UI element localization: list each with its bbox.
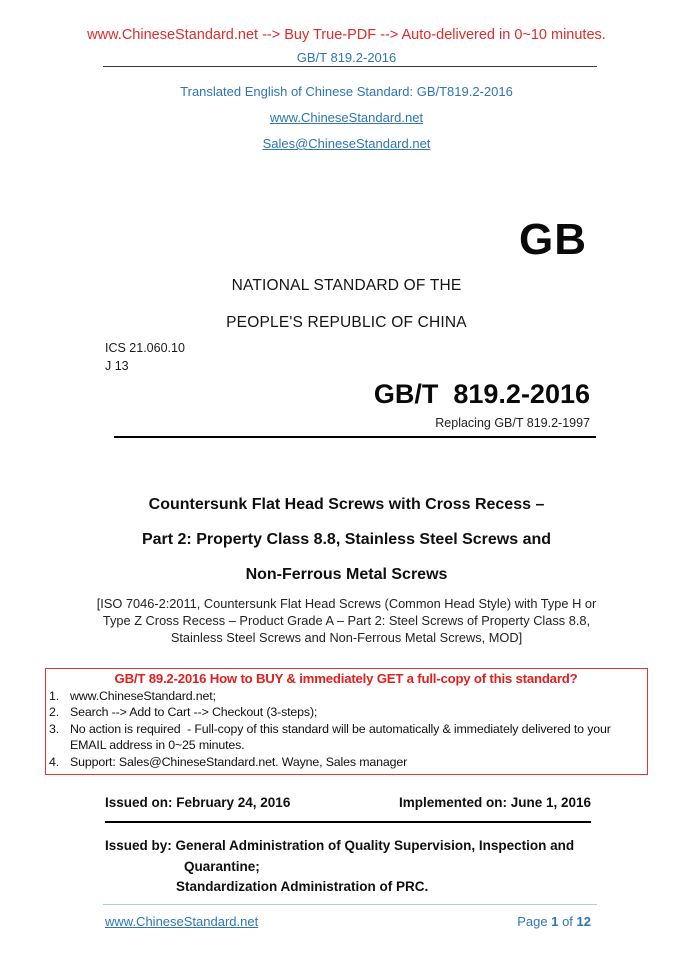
header-email-link-row <box>0 135 693 153</box>
page-total: 12 <box>576 914 591 929</box>
buy-step-text: No action is required - Full-copy of this standard will be automatically & immediately delivered to your EMAIL address in 0~25 minutes. <box>70 721 614 753</box>
page-indicator <box>517 914 591 929</box>
doc-class-code: J 13 <box>105 359 129 373</box>
issuer-line3: Standardization Administration of PRC. <box>176 879 429 894</box>
buy-step-number: 1. <box>49 689 60 703</box>
dates-row <box>105 795 591 810</box>
issuer-block <box>105 836 605 898</box>
issued-date: Issued on: February 24, 2016 <box>105 795 291 810</box>
national-standard-line2: PEOPLE'S REPUBLIC OF CHINA <box>226 314 467 331</box>
footer-site-link[interactable]: www.ChineseStandard.net <box>105 914 259 929</box>
email-link[interactable]: Sales@ChineseStandard.net <box>262 136 431 151</box>
translated-note: Translated English of Chinese Standard: GB/T819.2-2016 <box>180 84 513 99</box>
page-word: Page <box>517 914 548 929</box>
replacing-note: Replacing GB/T 819.2-1997 <box>435 416 590 430</box>
buy-step-number: 3. <box>49 721 60 736</box>
standard-number: GB/T 819.2-2016 <box>373 379 590 409</box>
buy-step-2 <box>49 704 643 720</box>
doc-title-line3: Non-Ferrous Metal Screws <box>245 566 448 583</box>
implemented-date: Implemented on: June 1, 2016 <box>398 795 591 810</box>
promo-banner: www.ChineseStandard.net --> Buy True-PDF --> Auto-delivered in 0~10 minutes. <box>87 27 606 43</box>
buy-box-heading: GB/T 89.2-2016 How to BUY & immediately GET a full-copy of this standard? <box>114 671 578 686</box>
site-link[interactable]: www.ChineseStandard.net <box>269 110 424 125</box>
buy-step-text: Support: Sales@ChineseStandard.net. Wayne, Sales manager <box>70 754 408 769</box>
buy-instructions-box <box>45 668 648 775</box>
buy-step-1 <box>49 688 643 704</box>
iso-equivalence-note: [ISO 7046-2:2011, Countersunk Flat Head Screws (Common Head Style) with Type H or Type Z Cross Recess – Product Grade A – Part 2: Steel Screws of Property Class 8.8, Stainless Steel Screws and Non-Ferrous Metal Screws, MOD] <box>96 596 597 645</box>
of-word: of <box>562 914 573 929</box>
doc-title-line1: Countersunk Flat Head Screws with Cross Recess – <box>148 496 545 513</box>
header-divider <box>103 66 597 67</box>
footer-row <box>105 914 591 929</box>
gb-logo: GB <box>519 215 587 264</box>
issuer-line1: Issued by: General Administration of Quality Supervision, Inspection and <box>105 838 575 853</box>
buy-step-4 <box>49 754 643 770</box>
issuer-line2: Quarantine; <box>184 858 260 874</box>
header-site-link-row <box>0 109 693 127</box>
header-standard-code: GB/T 819.2-2016 <box>296 50 397 65</box>
buy-step-text: www.ChineseStandard.net; <box>70 689 216 703</box>
national-standard-line1: NATIONAL STANDARD OF THE <box>231 277 462 294</box>
doc-title-line2: Part 2: Property Class 8.8, Stainless Steel Screws and <box>141 531 552 548</box>
masthead-divider <box>114 436 596 438</box>
buy-step-3 <box>49 721 643 754</box>
page-current: 1 <box>551 914 559 929</box>
buy-step-text: Search --> Add to Cart --> Checkout (3-steps); <box>70 705 318 720</box>
footer-divider <box>103 904 597 905</box>
ics-code: ICS 21.060.10 <box>105 341 185 355</box>
buy-step-number: 4. <box>49 754 60 769</box>
dates-divider <box>105 821 591 823</box>
buy-step-number: 2. <box>49 705 60 720</box>
